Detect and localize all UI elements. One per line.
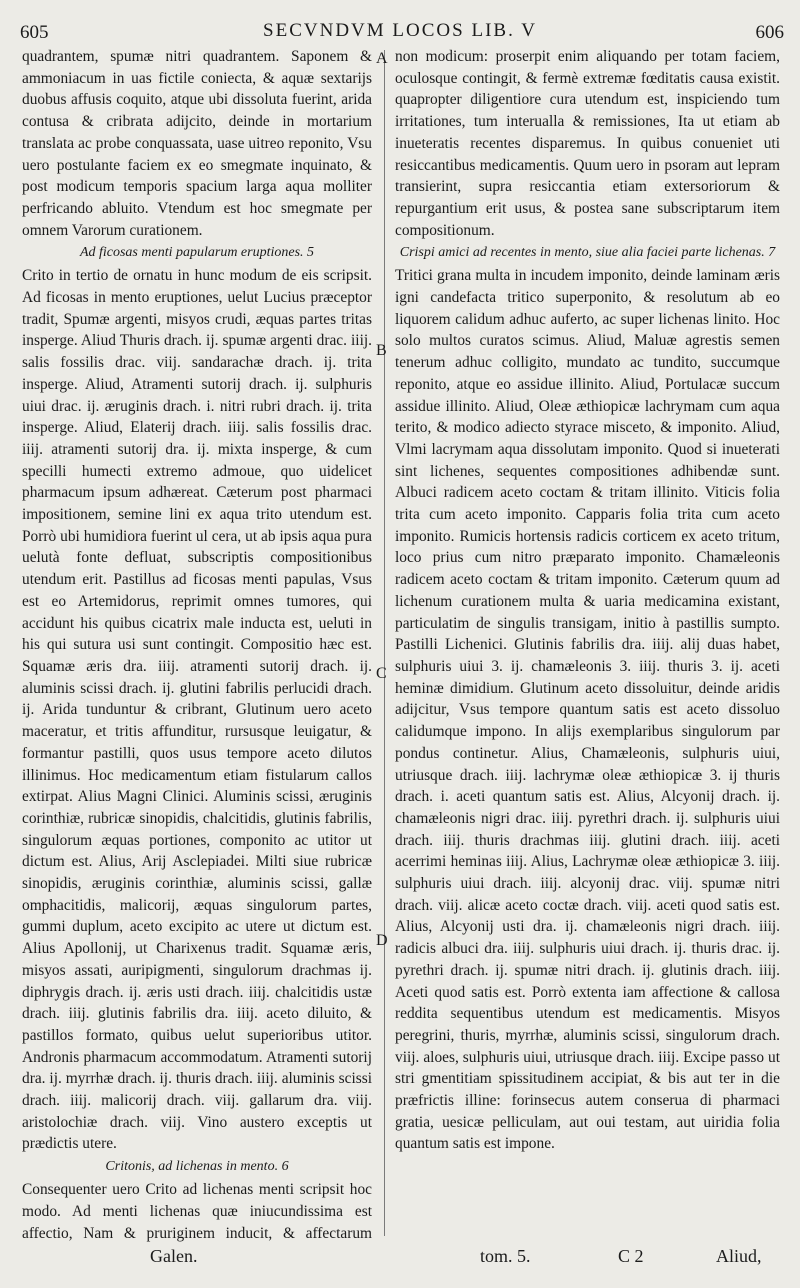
section-heading-7 xyxy=(395,243,780,263)
right-paragraph-1: non modicum: proserpit enim aliquando per totam faciem, oculosque contingit, & fermè extremæ fœditatis causa existit. quapropter diligentiore cura utendum est, inspiciendo tum irritationes, tum interualla & remissiones, Ita ut etiam ab inueteratis recentes disparemus. In quibus conueniet uti resiccantibus medicamentis. Quum uero in psoram aut lepram transierint, supra resiccantia etiam extersoriorum & repurgantium erit usus, & postea sane subscriptarum item compositionum. xyxy=(395,48,780,239)
catchword: Aliud, xyxy=(716,1246,762,1266)
section-number-7: 7 xyxy=(768,245,776,261)
footer-volume: tom. 5. xyxy=(480,1246,531,1266)
section-number-6: 6 xyxy=(281,1159,289,1175)
page-footer xyxy=(0,1242,800,1282)
left-paragraph-1: quadrantem, spumæ nitri quadrantem. Saponem & ammoniacum in uas fictile coniecta, & aquæ sextarijs duobus affusis coquito, atque ubi dissoluta fuerint, arida contusa & cribrata adijcito, deinde in mortarium translata ac probe conquassata, uase uitreo reponito, Vsu uero postulante faciem ex eo smegmate inquinato, & post modicum temporis spacium larga aqua molliter perfricando abluito. Vtendum est hoc smegmate per omnem Varorum curationem. xyxy=(22,48,372,239)
margin-letter-c: C xyxy=(376,665,387,682)
section-heading-6 xyxy=(22,1157,372,1177)
running-title: SECVNDVM LOCOS LIB. V xyxy=(263,20,537,41)
column-divider xyxy=(384,50,385,1236)
section-heading-7-text: Crispi amici ad recentes in mento, siue alia faciei parte lichenas. xyxy=(399,245,765,261)
section-number-5: 5 xyxy=(307,245,315,261)
margin-letter-a: A xyxy=(376,50,388,67)
section-heading-5-text: Ad ficosas menti papularum eruptiones. xyxy=(79,245,304,261)
page-header xyxy=(0,0,800,48)
right-column xyxy=(395,46,780,1242)
folio-right: 606 xyxy=(755,22,784,43)
left-paragraph-2: Crito in tertio de ornatu in hunc modum de eis scripsit. Ad ficosas in mento eruptiones, uelut Lucius præceptor tradit, Spumæ argenti, misyos crudi, æquas partes tritas insperge. Aliud Thuris drach. ij. spumæ argenti drac. iiij. salis fossilis drac. viij. sandarachæ drach. ij. trita insperge. Aliud, Atramenti sutorij drach. ij. sulphuris uiui drac. ij. æruginis drach. i. nitri rubri drach. ij. trita insperge. Aliud, Elaterij drach. iiij. salis fossilis drac. iiij. atramenti sutorij dra. ij. mixta insperge, & cum specilli humecti extremo admoue, quo uidelicet pharmacum ipsum adhæreat. Cæterum post pharmaci impositionem, semine lini ex aqua trito utendum est. Porrò ubi humidiora fuerint ul cera, ut ab ipsis aqua pura uelutà fonte defluat, subscriptis compositionibus utendum erit. Pastillus ad ficosas menti papulas, Vsus est eo Artemidorus, reprimit omnes tumores, qui accidunt his quibus cicatrix male inducta est, ueluti in his qui sutura usi sunt contingit. Compositio hæc est. Squamæ æris dra. iiij. atramenti sutorij drach. ij. aluminis scissi drach. ij. glutini fabrilis perlucidi drach. ij. Arida tunduntur & cribrant, Glutinum uero aceto maceratur, et tritis affunditur, rursusque leuigatur, & formantur pastilli, quos usus tempore aceto dilutos illinimus. Hoc medicamentum etiam fistularum callos extirpat. Alius Magni Clinici. Aluminis scissi, æruginis corinthiæ, rubricæ sinopidis, chalcitidis, glutinis fabrilis, singulorum æquas portiones, componito ac utitor ut dictum est. Alius, Arij Asclepiadei. Milti siue rubricæ sinopidis, æruginis corinthiæ, aluminis scissi, gallæ omphacitidis, malicorij, æquas singulorum partes, gummi duplum, aceto excipito ac utere ut dictum est. Alius Apollonij, ut Charixenus tradit. Squamæ æris, misyos assati, auripigmenti, singulorum drachmas ij. diphrygis drach. ij. æris usti drach. iiij. chalcitidis ustæ drach. iiij. glutinis fabrilis dra. iiij. aceto diluito, & pastillos formato, quibus uelut superioribus utitor. Andronis pharmacum accommodatum. Atramenti sutorij dra. ij. myrrhæ drach. ij. thuris drach. iiij. aluminis scissi drach. iiij. malicorij drach. viij. gallarum dra. viij. aristolochiæ drach. viij. Vino austero exceptis ut prædictis utere. xyxy=(22,267,372,1153)
folio-left: 605 xyxy=(20,22,49,43)
left-column xyxy=(22,46,372,1242)
left-paragraph-3: Consequenter uero Crito ad lichenas menti scripsit hoc modo. Ad menti lichenas quæ iniucundissima est affectio, Nam & pruriginem inducit, & affectarum xyxy=(22,1181,372,1242)
right-paragraph-2: Tritici grana multa in incudem imponito, deinde laminam æris igni candefacta tritico superponito, & resolutum ab eo liquorem calidum adhuc auferto, ac super lichenas linito. Hoc solo multos curatos scimus. Aliud, Maluæ agrestis semen tenerum adhuc colligito, mundato ac tundito, succumque reponito, atque eo assidue illinito. Aliud, Portulacæ succum assidue illinito. Aliud, Oleæ æthiopicæ lachrymam cum aqua terito, & modico adiecto styrace misceto, & imponito. Aliud, Vlmi lacrymam aqua dissolutam imponito. Quod si inueterati sint lichenes, sequentes compositiones adhibendæ sunt. Albuci radicem aceto coctam & tritam illinito. Viticis folia trita cum aceto imponito. Capparis folia trita cum aceto imponito. Rumicis hortensis radicis corticem ex aceto tritum, loco prius cum nitro præparato imponito. Chamæleonis radicem aceto coctam & tritam imponito. Cæterum quum ad lichenum curationem multa & uaria medicamina existant, particulatim de singulis transigam, initio à pastillis sumpto. Pastilli Lichenici. Glutinis fabrilis dra. iiij. alij duas habet, sulphuris uiui 3. ij. chamæleonis 3. iiij. thuris 3. ij. aceti heminæ dimidium. Glutinum aceto dissoluitur, deinde aridis adijcitur, Vsus tempore quantum satis est aceto dissoluo calidumque impono. In alijs exemplaribus singulorum par pondus continetur. Alius, Chamæleonis, sulphuris uiui, utriusque drach. iiij. lachrymæ oleæ æthiopicæ 3. ij thuris drach. i. aceti quantum satis est. Alius, Alcyonij drach. ij. chamæleonis nigri drac. iiij. pyrethri drach. ij. sulphuris uiui drach. iiij. thuris drachmas iiij. glutini drach. iiij. aceti acerrimi heminas iiij. Alius, Lachrymæ oleæ æthiopicæ 3. iiij. sulphuris uiui drach. iiij. alcyonij drac. viij. spumæ nitri drach. viij. alicæ aceto coctæ drach. viij. aceti quod satis est. Alius, Alcyonij usti dra. ij. chamæleonis nigri drach. iiij. radicis albuci dra. iiij. sulphuris uiui drach. ij. thuris drac. ij. pyrethri drach. ij. spumæ nitri drach. ij. glutinis drach. iiij. Aceti quod satis est. Porrò extenta iam affectione & callosa reddita sequentibus utendum est medicamentis. Misyos peregrini, thuris, myrrhæ, aluminis scissi, singulorum drach. viij. aloes, sulphuris uiui, utriusque drach. iiij. Excipe passo ut stri gmentitiam spissitudinem accipiat, & bis aut ter in die præfrictis illine: forinsecus autem conserua di pharmaci gratia, uesicæ pelliculam, aut oui testam, aut uiridia folia quantum satis est impone. xyxy=(395,267,780,1153)
margin-letter-d: D xyxy=(376,932,388,949)
footer-galen: Galen. xyxy=(150,1246,198,1266)
margin-letter-b: B xyxy=(376,342,387,359)
section-heading-6-text: Critonis, ad lichenas in mento. xyxy=(105,1159,279,1175)
section-heading-5 xyxy=(22,243,372,263)
signature-mark: C 2 xyxy=(618,1246,644,1266)
